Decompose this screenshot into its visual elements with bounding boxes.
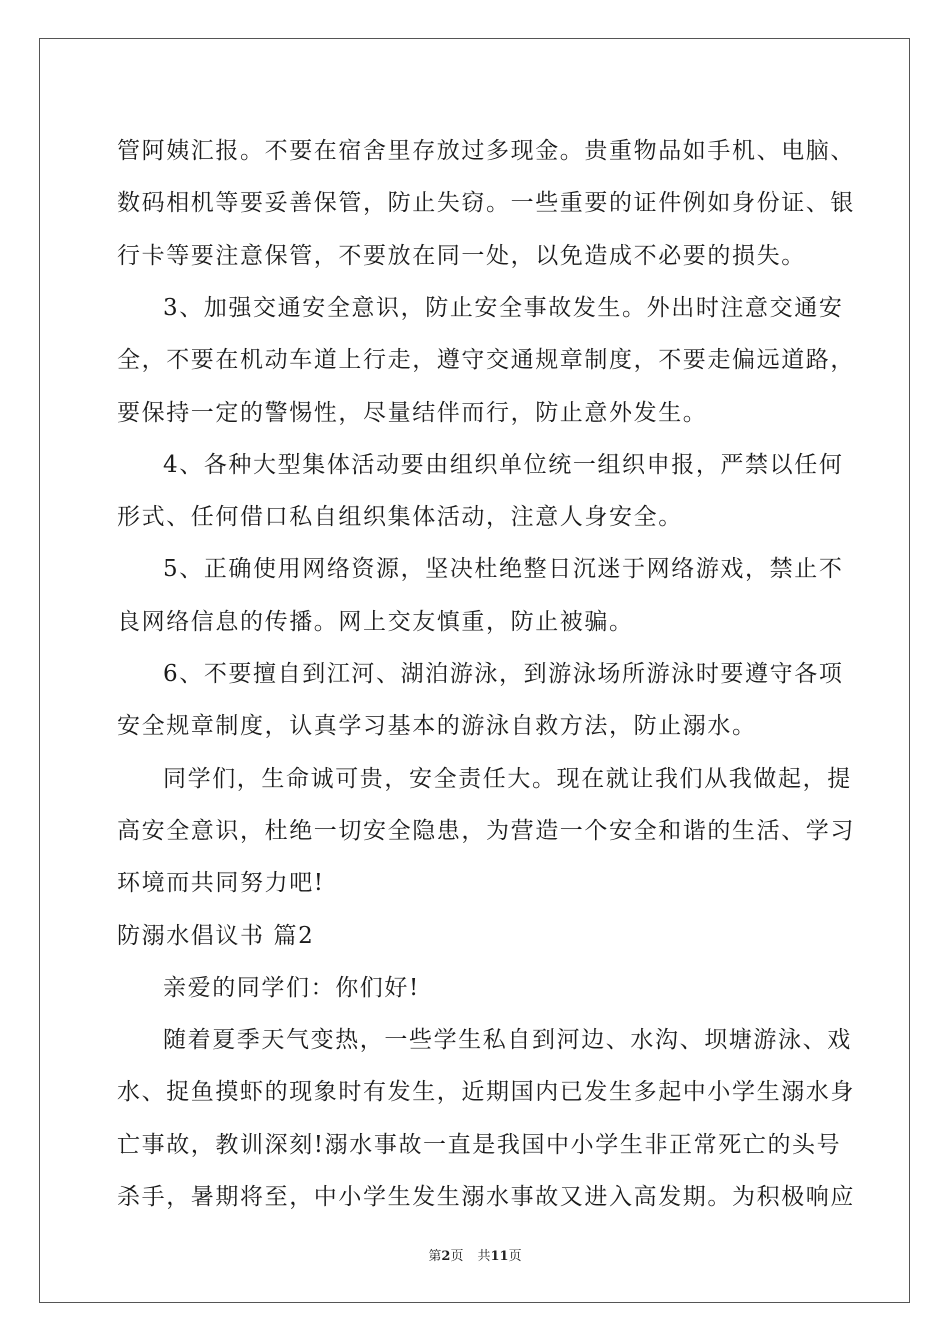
text-line: 亲爱的同学们：你们好!	[163, 974, 420, 1001]
text-line: 6、不要擅自到江河、湖泊游泳，到游泳场所游泳时要遵守各项	[163, 661, 844, 687]
page-prefix: 第	[428, 1249, 442, 1264]
page-suffix: 页	[450, 1249, 464, 1264]
total-pages: 11	[490, 1249, 509, 1264]
page-number: 2	[441, 1249, 451, 1264]
page-footer	[0, 1245, 950, 1264]
text-line: 要保持一定的警惕性，尽量结伴而行，防止意外发生。	[117, 399, 708, 426]
text-line: 防溺水倡议书 篇2	[117, 922, 315, 949]
text-line: 高安全意识，杜绝一切安全隐患，为营造一个安全和谐的生活、学习	[117, 817, 855, 844]
text-line: 同学们，生命诚可贵，安全责任大。现在就让我们从我做起，提	[163, 765, 852, 792]
total-prefix: 共	[477, 1249, 491, 1264]
text-line: 随着夏季天气变热，一些学生私自到河边、水沟、坝塘游泳、戏	[163, 1027, 852, 1054]
text-line: 亡事故，教训深刻!溺水事故一直是我国中小学生非正常死亡的头号	[117, 1131, 842, 1158]
text-line: 安全规章制度，认真学习基本的游泳自救方法，防止溺水。	[117, 713, 757, 740]
text-line: 环境而共同努力吧!	[117, 870, 325, 897]
total-suffix: 页	[508, 1249, 522, 1264]
text-line: 5、正确使用网络资源，坚决杜绝整日沉迷于网络游戏，禁止不	[163, 556, 844, 583]
text-line: 行卡等要注意保管，不要放在同一处，以免造成不必要的损失。	[117, 242, 806, 269]
text-line: 水、捉鱼摸虾的现象时有发生，近期国内已发生多起中小学生溺水身	[117, 1079, 855, 1106]
text-line: 4、各种大型集体活动要由组织单位统一组织申报，严禁以任何	[163, 451, 844, 478]
text-line: 良网络信息的传播。网上交友慎重，防止被骗。	[117, 608, 634, 635]
text-line: 全，不要在机动车道上行走，遵守交通规章制度，不要走偏远道路，	[117, 347, 855, 374]
text-line: 管阿姨汇报。不要在宿舍里存放过多现金。贵重物品如手机、电脑、	[117, 138, 855, 164]
text-line: 杀手，暑期将至，中小学生发生溺水事故又进入高发期。为积极响应	[117, 1184, 855, 1210]
text-line: 数码相机等要妥善保管，防止失窃。一些重要的证件例如身份证、银	[117, 190, 855, 217]
text-line: 形式、任何借口私自组织集体活动，注意人身安全。	[117, 504, 683, 531]
text-line: 3、加强交通安全意识，防止安全事故发生。外出时注意交通安	[163, 294, 844, 321]
